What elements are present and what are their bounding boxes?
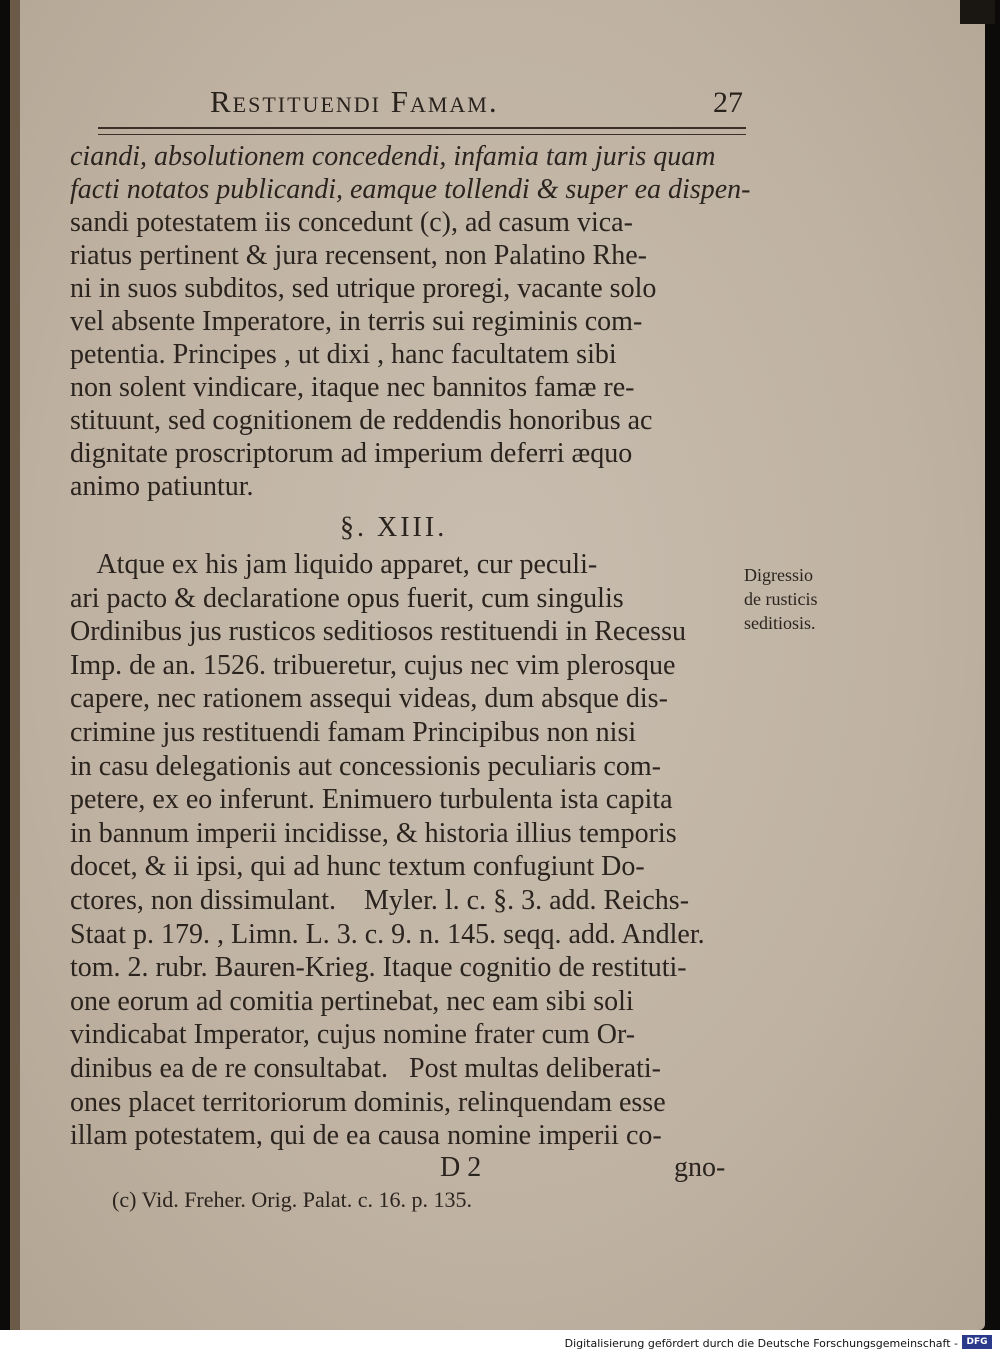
- body-text-line: vel absente Imperatore, in terris sui regiminis com-: [70, 306, 643, 337]
- margin-note-line: seditiosis.: [744, 613, 816, 633]
- document-page: [10, 0, 985, 1330]
- header-rule: [98, 127, 746, 129]
- catchword: gno-: [674, 1152, 726, 1183]
- section-text-line: ones placet territoriorum dominis, relinquendam esse: [70, 1086, 666, 1118]
- page-number: 27: [713, 86, 743, 119]
- section-text-line: capere, nec rationem assequi videas, dum absque dis-: [70, 683, 668, 715]
- section-text-line: Imp. de an. 1526. tribueretur, cujus nec vim plerosque: [70, 649, 676, 681]
- section-text-line: one eorum ad comitia pertinebat, nec eam sibi soli: [70, 985, 634, 1017]
- section-text-line: ctores, non dissimulant. Myler. l. c. §. 3. add. Reichs-: [70, 885, 690, 916]
- body-text-line: riatus pertinent & jura recensent, non Palatino Rhe-: [70, 240, 647, 271]
- running-header-title: Restituendi Famam.: [210, 84, 499, 119]
- body-text-line: animo patiuntur.: [70, 471, 254, 502]
- section-text-line: illam potestatem, qui de ea causa nomine imperii co-: [70, 1120, 662, 1152]
- body-text-line: petentia. Principes , ut dixi , hanc facultatem sibi: [70, 339, 617, 370]
- section-text-line: Ordinibus jus rusticos seditiosos restituendi in Recessu: [70, 616, 686, 648]
- dfg-logo-icon: DFG: [962, 1335, 992, 1349]
- body-text-line: sandi potestatem iis concedunt (c), ad casum vica-: [70, 207, 633, 238]
- section-text-line: in bannum imperii incidisse, & historia illius temporis: [70, 817, 677, 849]
- body-text-line: dignitate proscriptorum ad imperium deferri æquo: [70, 438, 633, 469]
- section-text-line: Staat p. 179. , Limn. L. 3. c. 9. n. 145. seqq. add. Andler.: [70, 918, 705, 950]
- signature-mark: D 2: [440, 1152, 482, 1183]
- body-text-line: ni in suos subditos, sed utrique proregi, vacante solo: [70, 273, 657, 304]
- body-text-line: non solent vindicare, itaque nec bannitos famæ re-: [70, 372, 635, 403]
- scan-corner-tape: [960, 0, 995, 24]
- body-text-line: ciandi, absolutionem concedendi, infamia tam juris quam: [70, 141, 716, 172]
- margin-note-line: de rusticis: [744, 589, 818, 609]
- section-text-line: dinibus ea de re consultabat. Post multas deliberati-: [70, 1053, 661, 1084]
- section-text-line: crimine jus restituendi famam Principibus non nisi: [70, 717, 637, 748]
- body-text-line: facti notatos publicandi, eamque tollendi & super ea dispen-: [70, 174, 751, 205]
- footnote: (c) Vid. Freher. Orig. Palat. c. 16. p. 135.: [112, 1187, 472, 1212]
- header-rule-thin: [98, 134, 746, 135]
- body-text-line: stituunt, sed cognitionem de reddendis honoribus ac: [70, 405, 653, 436]
- section-text-line: vindicabat Imperator, cujus nomine frater cum Or-: [70, 1019, 636, 1051]
- section-text-line: petere, ex eo inferunt. Enimuero turbulenta ista capita: [70, 784, 673, 816]
- section-text-line: ari pacto & declaratione opus fuerit, cum singulis: [70, 582, 624, 614]
- section-text-line: tom. 2. rubr. Bauren-Krieg. Itaque cognitio de restituti-: [70, 952, 687, 984]
- section-text-line: Atque ex his jam liquido apparet, cur peculi-: [70, 549, 598, 580]
- footer-credit: Digitalisierung gefördert durch die Deutsche Forschungsgemeinschaft -: [564, 1337, 958, 1350]
- section-heading: §. XIII.: [340, 512, 448, 543]
- margin-note-line: Digressio: [744, 565, 813, 585]
- page-binding-edge: [10, 0, 20, 1330]
- section-text-line: in casu delegationis aut concessionis peculiaris com-: [70, 750, 661, 782]
- section-text-line: docet, & ii ipsi, qui ad hunc textum confugiunt Do-: [70, 851, 645, 883]
